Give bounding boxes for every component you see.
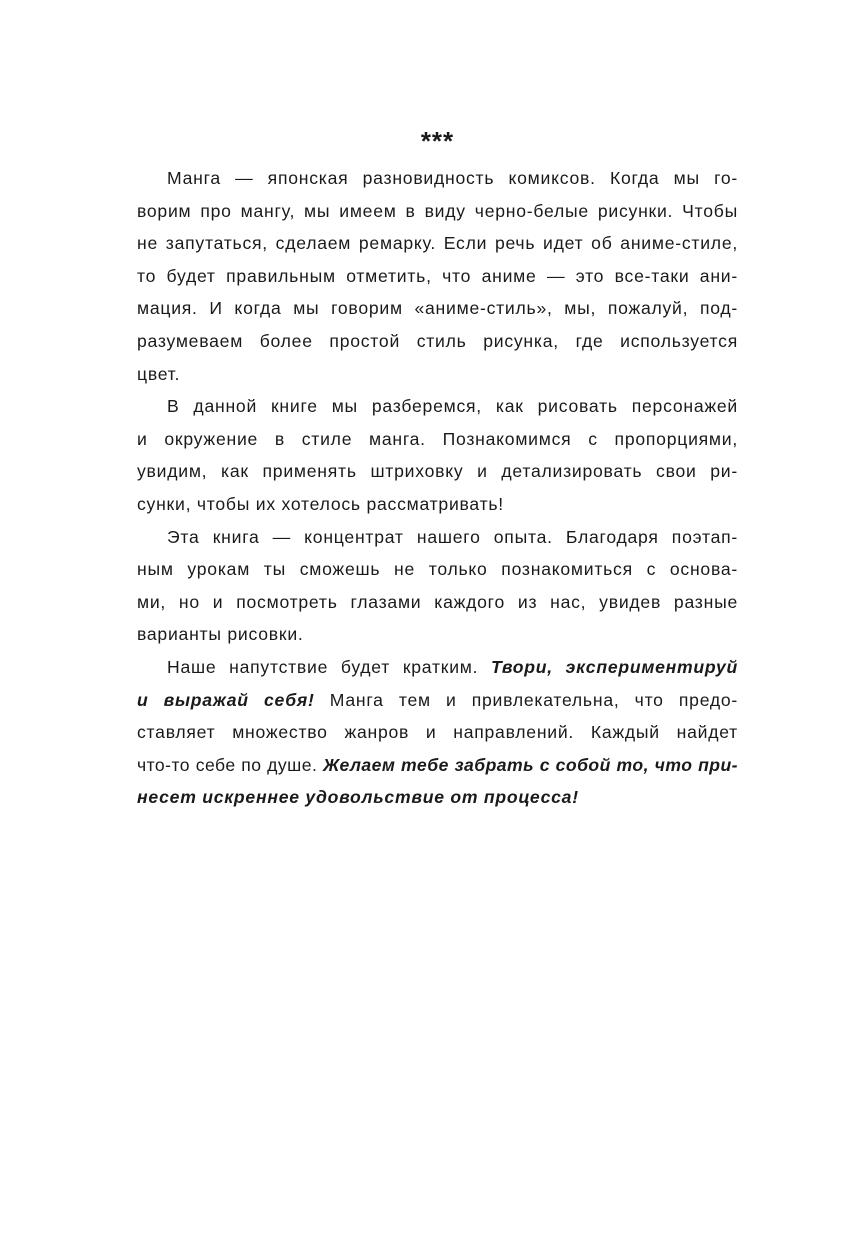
- body-text: Манга — японская разновидность комиксов. Когда мы го-: [167, 168, 738, 188]
- text-line: [137, 325, 738, 358]
- text-line: [137, 227, 738, 260]
- text-line: [137, 684, 738, 717]
- body-text: ми, но и посмотреть глазами каждого из нас, увидев разные: [137, 591, 738, 612]
- paragraph: [137, 162, 738, 390]
- paragraph: [137, 390, 738, 520]
- text-line: [137, 390, 738, 423]
- body-text: увидим, как применять штриховку и детализировать свои ри-: [137, 461, 738, 482]
- section-separator: ***: [420, 126, 455, 156]
- paragraph: [137, 651, 738, 814]
- text-line: [137, 292, 738, 325]
- body-text: ставляет множество жанров и направлений. Каждый найдет: [137, 722, 738, 743]
- text-line: [137, 488, 738, 521]
- body-text: то будет правильным отметить, что аниме — это все-таки ани-: [137, 265, 738, 286]
- text-line: [137, 455, 738, 488]
- emphasized-text: Желаем тебе забрать с собой то, что при-: [322, 754, 738, 775]
- text-line: [137, 749, 738, 782]
- body-text: цвет.: [137, 363, 181, 384]
- paragraphs: [137, 162, 738, 814]
- text-line: [137, 195, 738, 228]
- text-line: [137, 651, 738, 684]
- body-text: В данной книге мы разберемся, как рисовать персонажей: [167, 396, 738, 417]
- body-text: разумеваем более простой стиль рисунка, где используется: [137, 330, 738, 351]
- text-line: [137, 162, 738, 195]
- body-text: не запутаться, сделаем ремарку. Если речь идет об аниме-стиле,: [137, 233, 738, 254]
- emphasized-text: и выражай себя!: [137, 689, 315, 710]
- body-text: Манга тем и привлекательна, что предо-: [314, 689, 738, 710]
- body-text: ворим про мангу, мы имеем в виду черно-белые рисунки. Чтобы: [137, 200, 738, 221]
- body-text: Эта книга — концентрат нашего опыта. Благодаря поэтап-: [167, 526, 738, 547]
- body-text: что-то себе по душе.: [137, 754, 323, 775]
- text-line: [137, 260, 738, 293]
- text-line: [137, 521, 738, 554]
- emphasized-text: Твори, экспериментируй: [491, 656, 739, 677]
- body-text: мация. И когда мы говорим «аниме-стиль», мы, пожалуй, под-: [137, 298, 738, 319]
- text-line: [137, 553, 738, 586]
- text-line: [137, 358, 738, 391]
- text-line: [137, 586, 738, 619]
- body-text: ным урокам ты сможешь не только познакомиться с основа-: [137, 559, 738, 580]
- text-line: [137, 716, 738, 749]
- body-text: сунки, чтобы их хотелось рассматривать!: [137, 493, 504, 514]
- body-text: варианты рисовки.: [137, 624, 304, 645]
- page-text: [137, 124, 738, 814]
- text-line: [137, 423, 738, 456]
- body-text: Наше напутствие будет кратким.: [167, 656, 492, 677]
- body-text: и окружение в стиле манга. Познакомимся с пропорциями,: [137, 428, 738, 449]
- text-line: [137, 618, 738, 651]
- paragraph: [137, 521, 738, 651]
- emphasized-text: несет искреннее удовольствие от процесса!: [137, 787, 579, 808]
- text-line: [137, 781, 738, 814]
